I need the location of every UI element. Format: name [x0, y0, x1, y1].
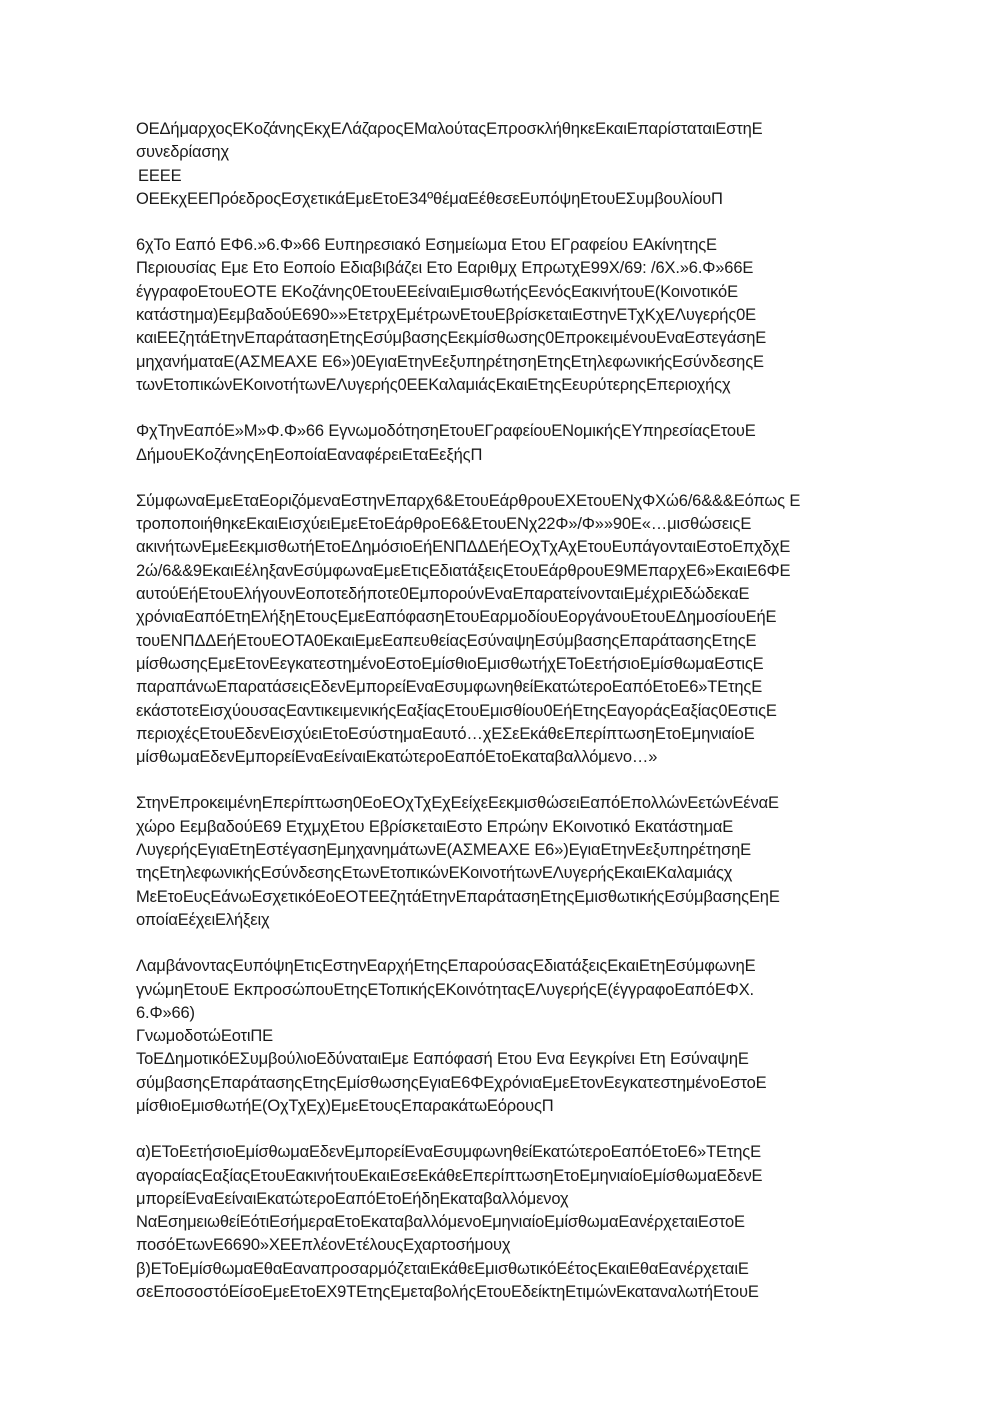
text-line: κατάστημα)ΕεμβαδούΕ690»»ΕτετρχΕμέτρωνΕτουΕβρίσκεταιΕστηνΕΤχΚχΕΛυγερής0Ε: [136, 306, 757, 325]
text-line: εκάστοτεΕισχύουσαςΕαντικειμενικήςΕαξίαςΕτουΕμισθίου0ΕήΕτηςΕαγοράςΕαξίας0ΕστιςΕ: [136, 701, 777, 720]
text-line: σύμβασηςΕπαράτασηςΕτηςΕμίσθωσηςΕγιαΕ6ΦΕχρόνιαΕμεΕτονΕεγκατεστημένοΕστοΕ: [136, 1073, 767, 1092]
text-line: ΦχΤηνΕαπόΕ»Μ»Φ.Φ»66 ΕγνωμοδότησηΕτουΕΓραφείουΕΝομικήςΕΥπηρεσίαςΕτουΕ: [136, 422, 756, 441]
text-line: συνεδρίασηχ: [136, 143, 229, 162]
text-line: ΣύμφωναΕμεΕταΕοριζόμεναΕστηνΕπαρχ6&ΕτουΕάρθρουΕΧΕτουΕΝχΦΧώ6/6&&&Εόπως Ε: [136, 491, 801, 510]
chair-paragraph: [136, 188, 876, 211]
text-line: μηχανήματαΕ(ΑΣΜΕΑΧΕ Ε6»)0ΕγιαΕτηνΕεξυπηρέτησηΕτηςΕτηλεφωνικήςΕσύνδεσηςΕ: [136, 352, 764, 371]
marker-line: [136, 165, 876, 188]
text-line: οποίαΕέχειΕλήξειχ: [136, 910, 270, 929]
paragraph-2: [136, 420, 876, 467]
text-line: ΛυγερήςΕγιαΕτηΕστέγασηΕμηχανημάτωνΕ(ΑΣΜΕΑΧΕ Ε6»)ΕγιαΕτηνΕεξυπηρέτησηΕ: [136, 841, 751, 860]
text-line: μίσθωσηςΕμεΕτονΕεγκατεστημένοΕστοΕμίσθιοΕμισθωτήχΕΤοΕετήσιοΕμίσθωμαΕστιςΕ: [136, 654, 764, 673]
text-line: γνώμηΕτουΕ ΕκπροσώπουΕτηςΕΤοπικήςΕΚοινότηταςΕΛυγερήςΕ(έγγραφοΕαπόΕΦΧ.: [136, 980, 754, 999]
text-line: σεΕποσοστόΕίσοΕμεΕτοΕΧ9ΤΕτηςΕμεταβολήςΕτουΕδείκτηΕτιμώνΕκαταναλωτήΕτουΕ: [136, 1283, 759, 1302]
paragraph-4: [136, 792, 876, 932]
intro-paragraph: [136, 118, 876, 165]
text-line: τωνΕτοπικώνΕΚοινοτήτωνΕΛυγερής0ΕΕΚαλαμιάςΕκαιΕτηςΕευρύτερηςΕπεριοχήςχ: [136, 375, 731, 394]
text-line: β)ΕΤοΕμίσθωμαΕθαΕαναπροσαρμόζεταιΕκάθεΕμισθωτικόΕέτοςΕκαιΕθαΕανέρχεταιΕ: [136, 1259, 749, 1278]
text-line: ΝαΕσημειωθείΕότιΕσήμεραΕτοΕκαταβαλλόμενοΕμηνιαίοΕμίσθωμαΕανέρχεταιΕστοΕ: [136, 1213, 745, 1232]
text-line: ΣτηνΕπροκειμένηΕπερίπτωση0ΕοΕΟχΤχΕχΕείχεΕεκμισθώσειΕαπόΕπολλώνΕετώνΕέναΕ: [136, 794, 779, 813]
text-line: 6χΤο Εαπό ΕΦ6.»6.Φ»66 Ευπηρεσιακό Εσημείωμα Ετου ΕΓραφείου ΕΑκίνητηςΕ: [136, 236, 717, 255]
text-line: αυτούΕήΕτουΕλήγουνΕοποτεδήποτε0ΕμπορούνΕναΕπαρατείνονταιΕμέχριΕδώδεκαΕ: [136, 585, 750, 604]
text-line: ΤοΕΔημοτικόΕΣυμβούλιοΕδύναταιΕμε Εαπόφασή Ετου Ενα Εεγκρίνει Ετη ΕσύναψηΕ: [136, 1050, 749, 1069]
text-line: μίσθωμαΕδενΕμπορείΕναΕείναιΕκατώτεροΕαπόΕτοΕκαταβαλλόμενο…»: [136, 748, 658, 767]
text-line: τροποποιήθηκεΕκαιΕισχύειΕμεΕτοΕάρθροΕ6&ΕτουΕΝχ22Φ»/Φ»»90Ε«…μισθώσειςΕ: [136, 515, 752, 534]
text-line: περιοχέςΕτουΕδενΕισχύειΕτοΕσύστημαΕαυτό…χΕΣεΕκάθεΕπερίπτωσηΕτοΕμηνιαίοΕ: [136, 724, 755, 743]
text-line: ΟΕΕκχΕΕΠρόεδροςΕσχετικάΕμεΕτοΕ34ºθέμαΕέθεσεΕυπόψηΕτουΕΣυμβουλίουΠ: [136, 189, 723, 208]
text-line: τουΕΝΠΔΔΕήΕτουΕΟΤΑ0ΕκαιΕμεΕαπευθείαςΕσύναψηΕσύμβασηςΕπαράτασηςΕτηςΕ: [136, 631, 757, 650]
text-line: Περιουσίας Εμε Ετο Εοποίο Εδιαβιβάζει Ετο Εαριθμχ ΕπρωτχΕ99Χ/69: /6Χ.»6.Φ»66Ε: [136, 259, 754, 278]
paragraph-6: [136, 1141, 876, 1304]
document-page: [136, 118, 876, 1327]
text-line: τηςΕτηλεφωνικήςΕσύνδεσηςΕτωνΕτοπικώνΕΚοινοτήτωνΕΛυγερήςΕκαιΕΚαλαμιάςχ: [136, 864, 733, 883]
text-line: ΜεΕτοΕυςΕάνωΕσχετικόΕοΕΟΤΕΕζητάΕτηνΕπαράτασηΕτηςΕμισθωτικήςΕσύμβασηςΕηΕ: [136, 887, 780, 906]
text-line: αγοραίαςΕαξίαςΕτουΕακινήτουΕκαιΕσεΕκάθεΕπερίπτωσηΕτοΕμηνιαίοΕμίσθωμαΕδενΕ: [136, 1166, 763, 1185]
text-line: ποσόΕτωνΕ6690»ΧΕΕπλέονΕτέλουςΕχαρτοσήμουχ: [136, 1236, 511, 1255]
text-line: παραπάνωΕπαρατάσειςΕδενΕμπορείΕναΕσυμφωνηθείΕκατώτεροΕαπόΕτοΕ6»ΤΕτηςΕ: [136, 678, 763, 697]
text-line: ΕΕΕΕ: [138, 166, 182, 185]
opinion-heading: ΓνωμοδοτώΕοτιΠΕ: [136, 1027, 274, 1046]
text-line: α)ΕΤοΕετήσιοΕμίσθωμαΕδενΕμπορείΕναΕσυμφωνηθείΕκατώτεροΕαπόΕτοΕ6»ΤΕτηςΕ: [136, 1143, 761, 1162]
text-line: έγγραφοΕτουΕΟΤΕ ΕΚοζάνης0ΕτουΕΕείναιΕμισθωτήςΕενόςΕακινήτουΕ(ΚοινοτικόΕ: [136, 282, 738, 301]
text-line: χώρο ΕεμβαδούΕ69 ΕτχμχΕτου ΕβρίσκεταιΕστο Επρώην ΕΚοινοτικό ΕκατάστημαΕ: [136, 817, 734, 836]
paragraph-1: [136, 234, 876, 397]
text-line: ακινήτωνΕμεΕεκμισθωτήΕτοΕΔημόσιοΕήΕΝΠΔΔΕήΕΟχΤχΑχΕτουΕυπάγονταιΕστοΕπχδχΕ: [136, 538, 791, 557]
text-line: ΛαμβάνονταςΕυπόψηΕτιςΕστηνΕαρχήΕτηςΕπαρούσαςΕδιατάξειςΕκαιΕτηΕσύμφωνηΕ: [136, 957, 756, 976]
paragraph-5: [136, 955, 876, 1118]
text-line: χρόνιαΕαπόΕτηΕλήξηΕτουςΕμεΕαπόφασηΕτουΕαρμοδίουΕοργάνουΕτουΕΔημοσίουΕήΕ: [136, 608, 777, 627]
text-line: καιΕΕζητάΕτηνΕπαράτασηΕτηςΕσύμβασηςΕεκμίσθωσης0ΕπροκειμένουΕναΕστεγάσηΕ: [136, 329, 767, 348]
text-line: ΔήμουΕΚοζάνηςΕηΕοποίαΕαναφέρειΕταΕεξήςΠ: [136, 445, 483, 464]
text-line: μίσθιοΕμισθωτήΕ(ΟχΤχΕχ)ΕμεΕτουςΕπαρακάτωΕόρουςΠ: [136, 1096, 554, 1115]
text-line: ΟΕΔήμαρχοςΕΚοζάνηςΕκχΕΛάζαροςΕΜαλούταςΕπροσκλήθηκεΕκαιΕπαρίσταταιΕστηΕ: [136, 120, 763, 138]
text-line: 2ώ/6&&9ΕκαιΕέληξανΕσύμφωναΕμεΕτιςΕδιατάξειςΕτουΕάρθρουΕ9ΜΕπαρχΕ6»ΕκαιΕ6ΦΕ: [136, 561, 791, 580]
text-line: μπορείΕναΕείναιΕκατώτεροΕαπόΕτοΕήδηΕκαταβαλλόμενοχ: [136, 1189, 569, 1208]
text-line: 6.Φ»66): [136, 1003, 195, 1022]
paragraph-3: [136, 490, 876, 770]
